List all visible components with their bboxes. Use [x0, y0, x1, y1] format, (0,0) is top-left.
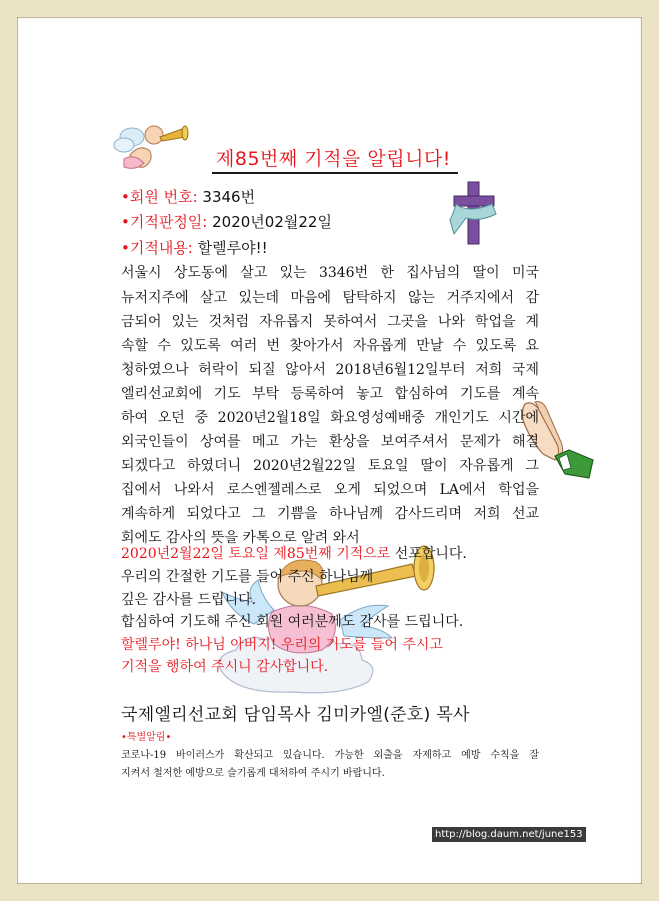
page-title: 제85번째 기적을 알립니다!: [216, 148, 451, 170]
paragraph-line: 집에서 나와서 로스엔젤레스로 오게 되었으며 LA에서 학업을: [121, 482, 539, 498]
member-number-row: [121, 186, 255, 207]
member-number-value: 3346번: [197, 188, 256, 206]
paragraph-line: 금되어 있는 것처럼 자유롭지 못하여서 그곳을 나와 학업을 계: [121, 314, 539, 330]
declaration-black-text: 선포합니다.: [390, 546, 467, 562]
paragraph-line: 속할 수 있도록 여러 번 찾아가서 자유롭게 만날 수 있도록 요: [121, 338, 539, 354]
thanks-line: 합심하여 기도해 주신 회원 여러분께도 감사를 드립니다.: [121, 614, 464, 630]
prayer-line: 할렐루야! 하나님 아버지! 우리의 기도를 들어 주시고: [121, 637, 443, 653]
miracle-date-row: [121, 211, 332, 232]
notice-line: 지켜서 철저한 예방으로 슬기롭게 대처하여 주시기 바랍니다.: [121, 768, 385, 779]
miracle-date-label: •기적판정일:: [121, 213, 208, 231]
paragraph-line: 서울시 상도동에 살고 있는 3346번 한 집사님의 딸이 미국: [121, 265, 539, 281]
notice-line: 코로나-19 바이러스가 확산되고 있습니다. 가능한 외출을 자제하고 예방 수칙을 잘: [121, 750, 539, 761]
paragraph-line: 청하였으나 허락이 되질 않아서 2018년6월12일부터 저희 국제: [121, 362, 539, 378]
declaration-red-text: 2020년2월22일 토요일 제85번째 기적으로: [121, 546, 391, 562]
miracle-content-value: 할렐루야!!: [192, 239, 268, 257]
blog-watermark: http://blog.daum.net/june153: [432, 827, 586, 842]
prayer-line: 기적을 행하여 주시니 감사합니다.: [121, 659, 329, 675]
title-underline: [212, 172, 458, 174]
paragraph-line: 되겠다고 하였더니 2020년2월22일 토요일 딸이 자유롭게 그: [121, 458, 539, 474]
church-signature: 국제엘리선교회 담임목사 김미카엘(준호) 목사: [121, 705, 470, 725]
cross-icon: [446, 180, 502, 246]
notice-title: •특별알림•: [121, 732, 172, 743]
paragraph-line: 하여 오던 중 2020년2월18일 화요영성예배중 개인기도 시간에: [121, 410, 539, 426]
miracle-content-label: •기적내용:: [121, 239, 193, 257]
miracle-date-value: 2020년02월22일: [207, 213, 332, 231]
paragraph-line: 뉴저지주에 살고 있는데 마음에 탐탁하지 않는 거주지에서 감: [121, 290, 539, 306]
paragraph-line: 외국인들이 상여를 메고 가는 환상을 보여주셔서 문제가 해결: [121, 434, 539, 450]
cupid-trumpet-icon: [110, 115, 190, 173]
paragraph-line: 회에도 감사의 뜻을 카톡으로 알려 와서: [121, 530, 360, 546]
thanks-line: 깊은 감사를 드립니다.: [121, 592, 257, 608]
member-number-label: •회원 번호:: [121, 188, 198, 206]
declaration-line: [121, 546, 467, 562]
paragraph-line: 엘리선교회에 기도 부탁 등록하여 놓고 합심하여 기도를 계속: [121, 386, 539, 402]
miracle-content-row: [121, 237, 268, 258]
paragraph-line: 계속하게 되었다고 그 기쁨을 하나님께 감사드리며 저희 선교: [121, 506, 539, 522]
thanks-line: 우리의 간절한 기도를 들어 주신 하나님께: [121, 569, 374, 585]
